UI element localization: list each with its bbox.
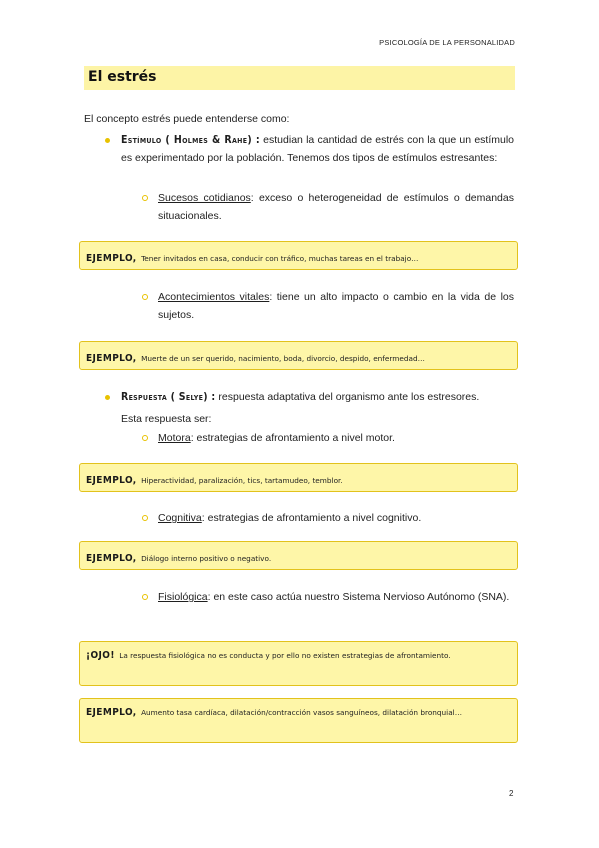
- motora-text: : estrategias de afrontamiento a nivel motor.: [190, 432, 395, 444]
- estimulo-paragraph: [121, 131, 514, 167]
- fisiologica-term: Fisiológica: [158, 591, 208, 603]
- respuesta-paragraph: [121, 388, 514, 406]
- intro-text: El concepto estrés puede entenderse como:: [84, 113, 290, 125]
- sub-bullet-motora: [142, 435, 148, 441]
- example-label: EJEMPLO,: [86, 707, 137, 718]
- sub-bullet-acontecimientos: [142, 294, 148, 300]
- warning-label: ¡OJO!: [86, 650, 115, 661]
- example-text: Diálogo interno positivo o negativo.: [141, 554, 272, 563]
- example-label: EJEMPLO,: [86, 553, 137, 564]
- section-title-bar: [84, 66, 515, 90]
- sub-bullet-fisiologica: [142, 594, 148, 600]
- sucesos-text: : exceso o heterogeneidad de estímulos o demandas situacionales.: [158, 192, 514, 222]
- example-box-1: [79, 241, 518, 270]
- page-number: 2: [509, 789, 514, 798]
- example-text: Hiperactividad, paralización, tics, tartamudeo, temblor.: [141, 476, 343, 485]
- example-label: EJEMPLO,: [86, 475, 137, 486]
- warning-text: La respuesta fisiológica no es conducta y por ello no existen estrategias de afrontamiento.: [119, 651, 451, 660]
- example-text: Tener invitados en casa, conducir con tráfico, muchas tareas en el trabajo…: [141, 254, 419, 263]
- example-label: EJEMPLO,: [86, 353, 137, 364]
- respuesta-text: respuesta adaptativa del organismo ante los estresores.: [218, 391, 480, 403]
- fisiologica-text: : en este caso actúa nuestro Sistema Nervioso Autónomo (SNA).: [207, 591, 510, 603]
- bullet-estimulo: [105, 138, 110, 143]
- fisiologica-paragraph: [158, 588, 514, 606]
- acontecimientos-paragraph: [158, 288, 514, 324]
- warning-box: [79, 641, 518, 686]
- example-box-5: [79, 698, 518, 743]
- section-title: El estrés: [88, 69, 157, 85]
- cognitiva-text: : estrategias de afrontamiento a nivel cognitivo.: [201, 512, 422, 524]
- example-box-4: [79, 541, 518, 570]
- running-header: PSICOLOGÍA DE LA PERSONALIDAD: [379, 38, 515, 47]
- cognitiva-term: Cognitiva: [158, 512, 202, 524]
- sub-bullet-cognitiva: [142, 515, 148, 521]
- respuesta-text-2: Esta respuesta ser:: [121, 413, 212, 425]
- acontecimientos-term: Acontecimientos vitales: [158, 291, 270, 303]
- cognitiva-paragraph: [158, 509, 514, 527]
- example-label: EJEMPLO,: [86, 253, 137, 264]
- sucesos-paragraph: [158, 189, 514, 225]
- example-box-3: [79, 463, 518, 492]
- example-text: Muerte de un ser querido, nacimiento, boda, divorcio, despido, enfermedad…: [141, 354, 425, 363]
- estimulo-label: Estímulo ( Holmes & Rahe) :: [121, 134, 260, 146]
- respuesta-label: Respuesta ( Selye) :: [121, 391, 216, 403]
- estimulo-text: estudian la cantidad de estrés con la que un estímulo es experimentado por la población. Tenemos dos tipos de estímulos estresantes:: [121, 134, 514, 164]
- sub-bullet-sucesos: [142, 195, 148, 201]
- sucesos-term: Sucesos cotidianos: [158, 192, 251, 204]
- bullet-respuesta: [105, 395, 110, 400]
- example-box-2: [79, 341, 518, 370]
- example-text: Aumento tasa cardíaca, dilatación/contracción vasos sanguíneos, dilatación bronquial…: [141, 708, 463, 717]
- motora-paragraph: [158, 429, 514, 447]
- acontecimientos-text: : tiene un alto impacto o cambio en la vida de los sujetos.: [158, 291, 514, 321]
- motora-term: Motora: [158, 432, 191, 444]
